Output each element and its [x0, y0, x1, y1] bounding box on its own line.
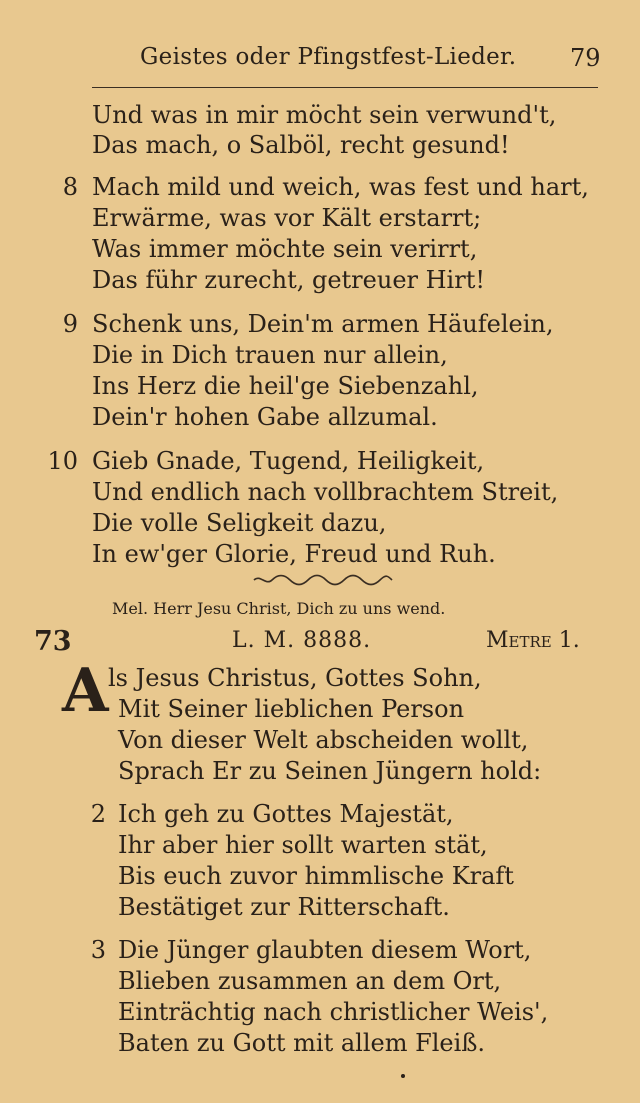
verse-line: Erwärme, was vor Kält erstarrt; [92, 204, 482, 232]
verse-line: Und was in mir möcht sein verwund't, [92, 101, 557, 129]
tune-reference: Mel. Herr Jesu Christ, Dich zu uns wend. [112, 599, 446, 618]
stanza-number: 2 [90, 800, 106, 828]
verse-line: Was immer möchte sein verirrt, [92, 235, 478, 263]
metre-label [486, 628, 580, 653]
verse-line: Bis euch zuvor himmlische Kraft [118, 862, 514, 890]
verse-line: Ich geh zu Gottes Majestät, [118, 800, 454, 828]
drop-cap: A [62, 656, 109, 726]
verse-line: Und endlich nach vollbrachtem Streit, [92, 478, 559, 506]
verse-line: Mit Seiner lieblichen Person [118, 695, 465, 723]
verse-line: Blieben zusammen an dem Ort, [118, 967, 502, 995]
metre-label-text: Metre 1. [486, 628, 580, 653]
verse-line: Sprach Er zu Seinen Jüngern hold: [118, 757, 542, 785]
hymn-number: 73 [34, 626, 72, 657]
verse-line: Einträchtig nach christlicher Weis', [118, 998, 549, 1026]
verse-line: Gieb Gnade, Tugend, Heiligkeit, [92, 447, 485, 475]
verse-line: In ew'ger Glorie, Freud und Ruh. [92, 540, 496, 568]
meter-pattern: L. M. 8888. [232, 628, 372, 653]
stanza-number: 3 [90, 936, 106, 964]
verse-line: Baten zu Gott mit allem Fleiß. [118, 1029, 485, 1057]
verse-line: Die in Dich trauen nur allein, [92, 341, 448, 369]
verse-line: Ins Herz die heil'ge Siebenzahl, [92, 372, 479, 400]
verse-line: Mach mild und weich, was fest und hart, [92, 173, 589, 201]
verse-line: Dein'r hohen Gabe allzumal. [92, 403, 438, 431]
stanza-number: 8 [62, 173, 78, 201]
stanza-number: 9 [62, 310, 78, 338]
header-rule [92, 87, 598, 88]
verse-line: Schenk uns, Dein'm armen Häufelein, [92, 310, 554, 338]
running-header: Geistes oder Pfingstfest-Lieder. [140, 44, 517, 70]
verse-line: Das mach, o Salböl, recht gesund! [92, 131, 510, 159]
signature-mark [401, 1074, 405, 1078]
verse-line: ls Jesus Christus, Gottes Sohn, [108, 664, 482, 692]
verse-line: Von dieser Welt abscheiden wollt, [118, 726, 529, 754]
verse-line: Bestätiget zur Ritterschaft. [118, 893, 450, 921]
ornament-divider [252, 573, 394, 587]
verse-line: Die volle Seligkeit dazu, [92, 509, 387, 537]
page-number: 79 [570, 44, 601, 72]
verse-line: Ihr aber hier sollt warten stät, [118, 831, 488, 859]
stanza-number: 10 [47, 447, 78, 475]
verse-line: Die Jünger glaubten diesem Wort, [118, 936, 532, 964]
verse-line: Das führ zurecht, getreuer Hirt! [92, 266, 485, 294]
